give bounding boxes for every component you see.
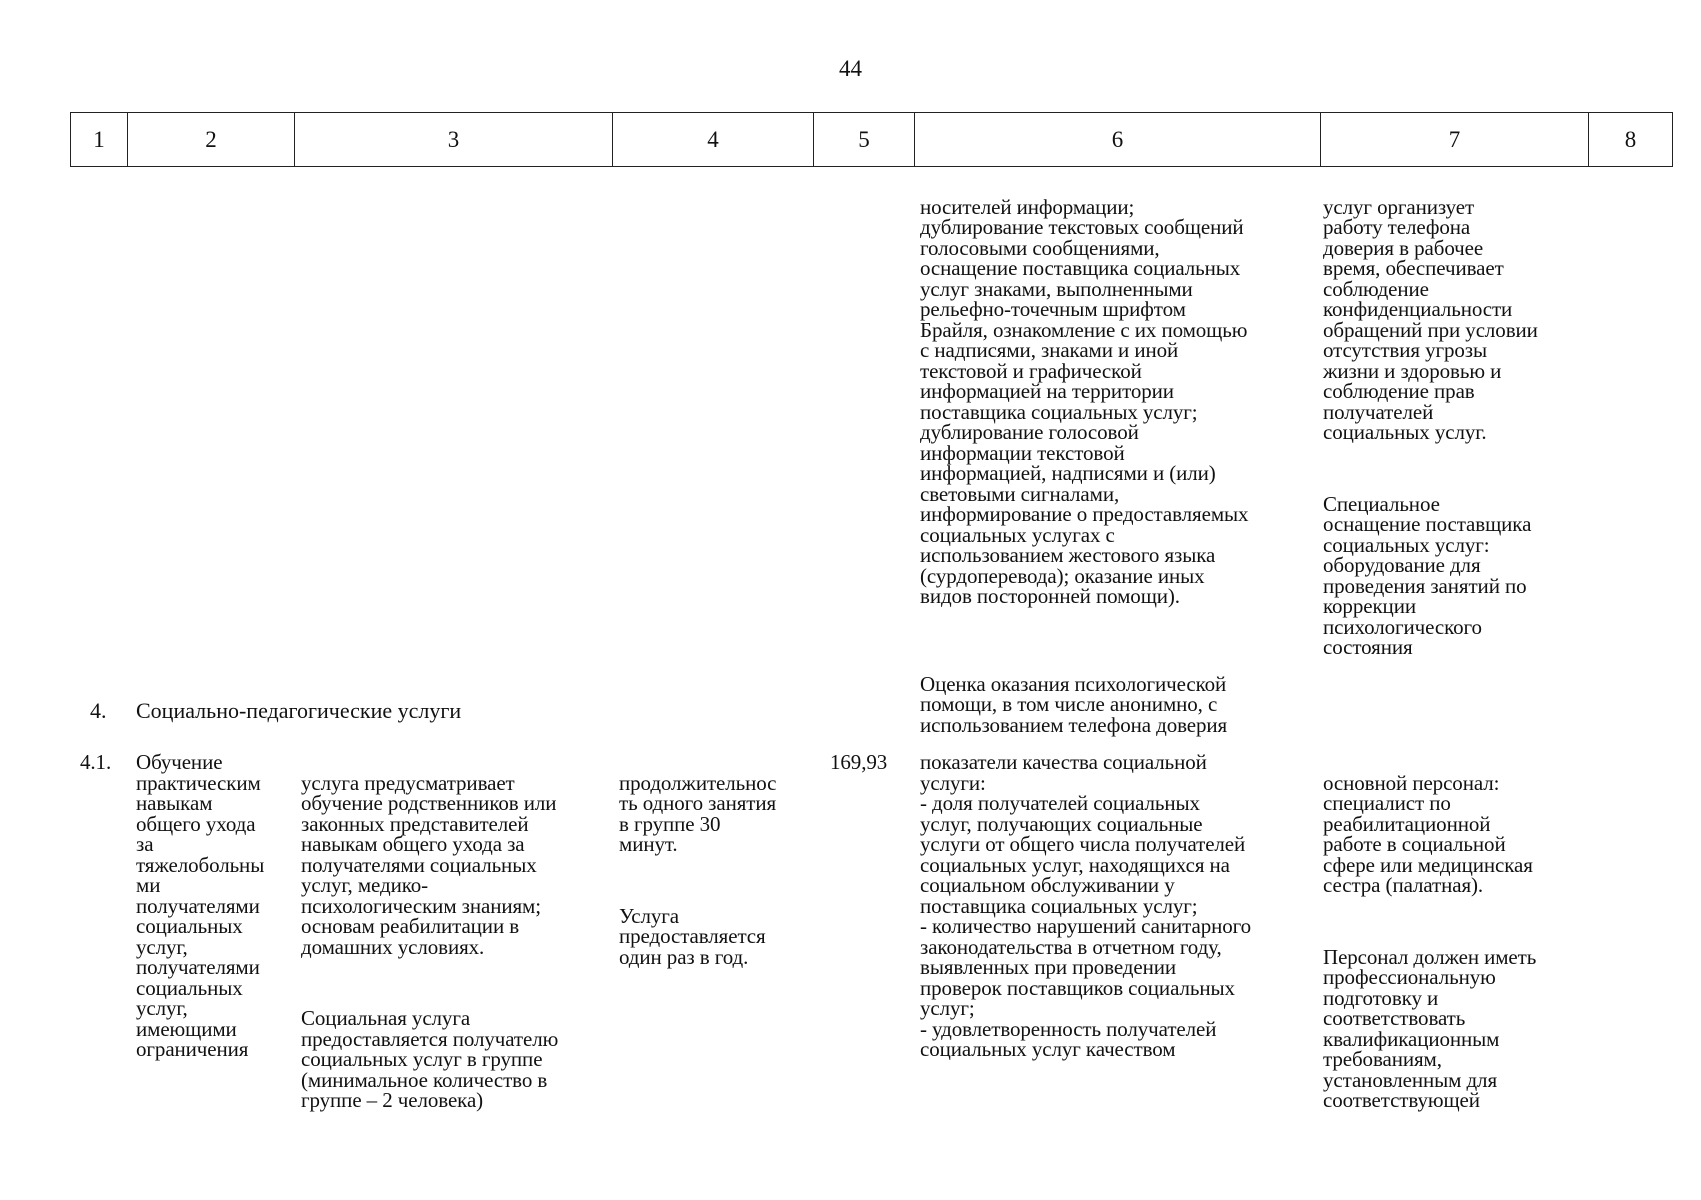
header-row [71,113,1673,167]
row-4-1-description-text: услуга предусматривает обучение родственников или законных представителей навыкам общего ухода за получателями социальных услуг, медико- психологическим знаниям; основам реабилитации в домашних условиях. [301,770,557,959]
column-header-6: 6 [915,113,1321,167]
column-header-1: 1 [71,113,128,167]
row-4-1-number: 4.1. [80,750,112,774]
row-4-1-staff [1323,752,1623,1131]
column-header-2: 2 [128,113,295,167]
row-4-1-description [301,752,613,1131]
continued-col6-text: носителей информации; дублирование текстовых сообщений голосовыми сообщениями, оснащение поставщика социальных услуг знаками, выполненными рельефно-точечным шрифтом Брайля, ознакомление с их помощью с надписями, знаками и иной текстовой и графической информацией на территории поставщика социальных услуг; дублирование голосовой информации текстовой информацией, надписями и (или) световыми сигналами, информирование о предоставляемых социальных услугах с использованием жестового языка (сурдоперевода); оказание иных видов посторонней помощи). [920,194,1249,608]
column-header-7: 7 [1321,113,1589,167]
continued-col7 [1323,176,1623,678]
row-4-1-staff-requirements: Персонал должен иметь профессиональную подготовку и соответствовать квалификационным требованиям, установленным для соответствующей [1323,944,1537,1112]
row-4-1-duration [619,752,819,988]
continued-col6-evaluation: Оценка оказания психологической помощи, в том числе анонимно, с использованием телефона доверия [920,671,1228,737]
row-4-1-frequency: Услуга предоставляется один раз в год. [619,903,766,969]
row-4-1-group-info: Социальная услуга предоставляется получателю социальных услуг в группе (минимальное количество в группе – 2 человека) [301,1006,559,1112]
continued-col6 [920,176,1325,756]
column-header-3: 3 [295,113,613,167]
continued-col7-text: услуг организует работу телефона доверия в рабочее время, обеспечивает соблюдение конфиденциальности обращений при условии отсутствия угрозы жизни и здоровью и соблюдение прав получателей социальных услуг. [1323,194,1538,444]
column-header-5: 5 [814,113,915,167]
row-4-1-quality-indicators: показатели качества социальной услуги: - доля получателей социальных услуг, получающих социальные услуги от общего числа получателей социальных услуг, находящихся на социальном обслуживании у поставщика социальных услуг; - количество нарушений санитарного законодательства в отчетном году, выявленных при проведении проверок поставщиков социальных услуг; - удовлетворенность получателей социальных услуг качеством [920,750,1252,1061]
continued-col7-equipment: Специальное оснащение поставщика социальных услуг: оборудование для проведения занятий по коррекции психологического состояния [1323,491,1532,659]
page-number: 44 [839,56,862,81]
row-4-1-staff-text: основной персонал: специалист по реабилитационной работе в социальной сфере или медицинская сестра (палатная). [1323,770,1533,897]
column-header-8: 8 [1589,113,1673,167]
column-header-table [70,112,1673,167]
column-header-4: 4 [613,113,814,167]
row-4-1-service-name: Обучение практическим навыкам общего ухода за тяжелобольны ми получателями социальных услуг, получателями социальных услуг, имеющими ограничения [136,750,265,1061]
section-title: Социально-педагогические услуги [136,698,462,723]
row-4-1-duration-text: продолжительнос ть одного занятия в группе 30 минут. [619,770,777,856]
row-4-1-price: 169,93 [830,750,888,774]
section-number: 4. [90,698,107,723]
